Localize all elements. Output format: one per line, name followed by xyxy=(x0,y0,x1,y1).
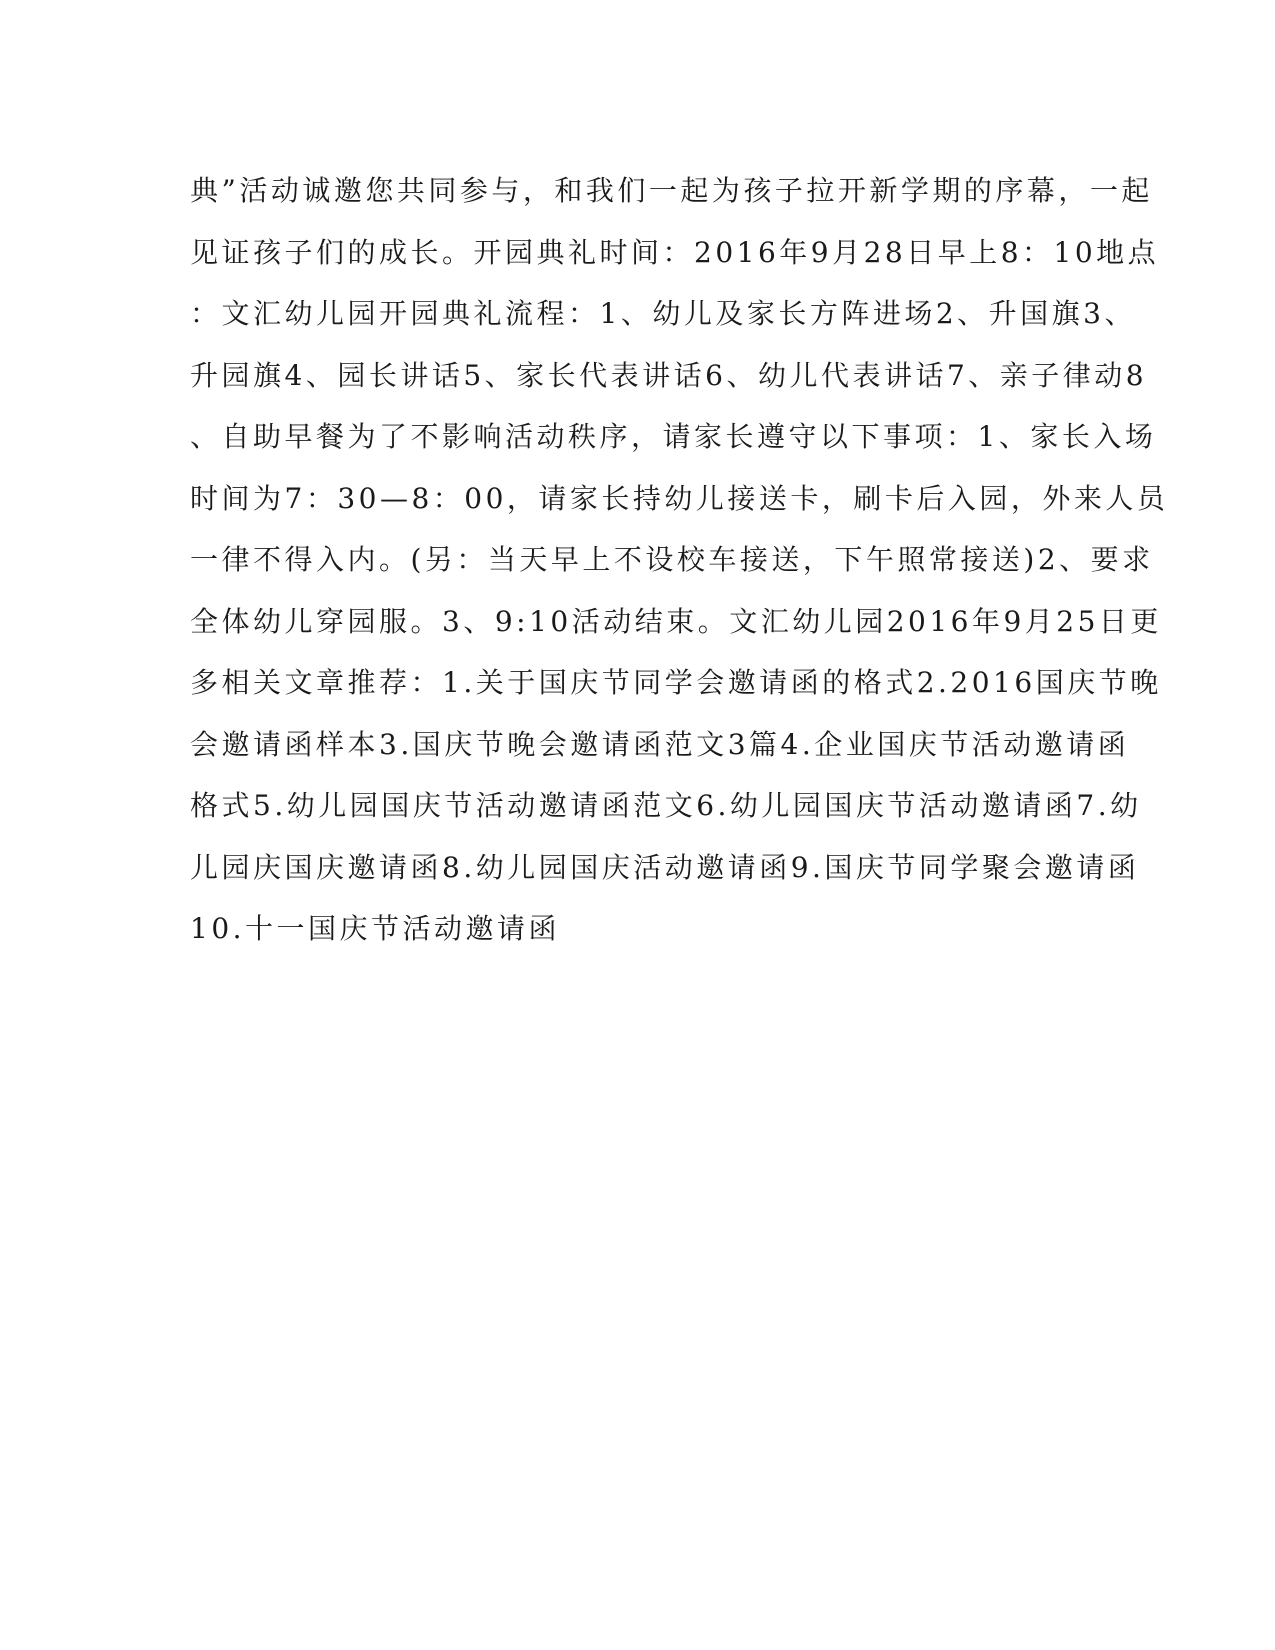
text-line: 格式5.幼儿园国庆节活动邀请函范文6.幼儿园国庆节活动邀请函7.幼 xyxy=(190,789,1142,822)
text-line: 多相关文章推荐：1.关于国庆节同学会邀请函的格式2.2016国庆节晚 xyxy=(190,666,1162,699)
text-line: 见证孩子们的成长。开园典礼时间：2016年9月28日早上8：10地点 xyxy=(190,235,1160,269)
text-line: 全体幼儿穿园服。3、9:10活动结束。文汇幼儿园2016年9月25日更 xyxy=(190,604,1162,638)
text-line: 升园旗4、园长讲话5、家长代表讲话6、幼儿代表讲话7、亲子律动8 xyxy=(190,358,1148,392)
body-text xyxy=(190,160,1169,960)
text-line: 典”活动诚邀您共同参与，和我们一起为孩子拉开新学期的序幕，一起 xyxy=(190,174,1153,207)
text-line: ：文汇幼儿园开园典礼流程：1、幼儿及家长方阵进场2、升国旗3、 xyxy=(190,297,1136,330)
text-line: 一律不得入内。(另：当天早上不设校车接送，下午照常接送)2、要求 xyxy=(190,543,1154,576)
text-line: 会邀请函样本3.国庆节晚会邀请函范文3篇4.企业国庆节活动邀请函 xyxy=(190,727,1130,761)
text-line: 、自助早餐为了不影响活动秩序，请家长遵守以下事项：1、家长入场 xyxy=(190,420,1157,453)
text-line: 儿园庆国庆邀请函8.幼儿园国庆活动邀请函9.国庆节同学聚会邀请函 xyxy=(190,850,1140,884)
text-line: 时间为7：30—8：00，请家长持幼儿接送卡，刷卡后入园，外来人员 xyxy=(190,481,1169,515)
text-line: 10.十一国庆节活动邀请函 xyxy=(190,912,561,945)
